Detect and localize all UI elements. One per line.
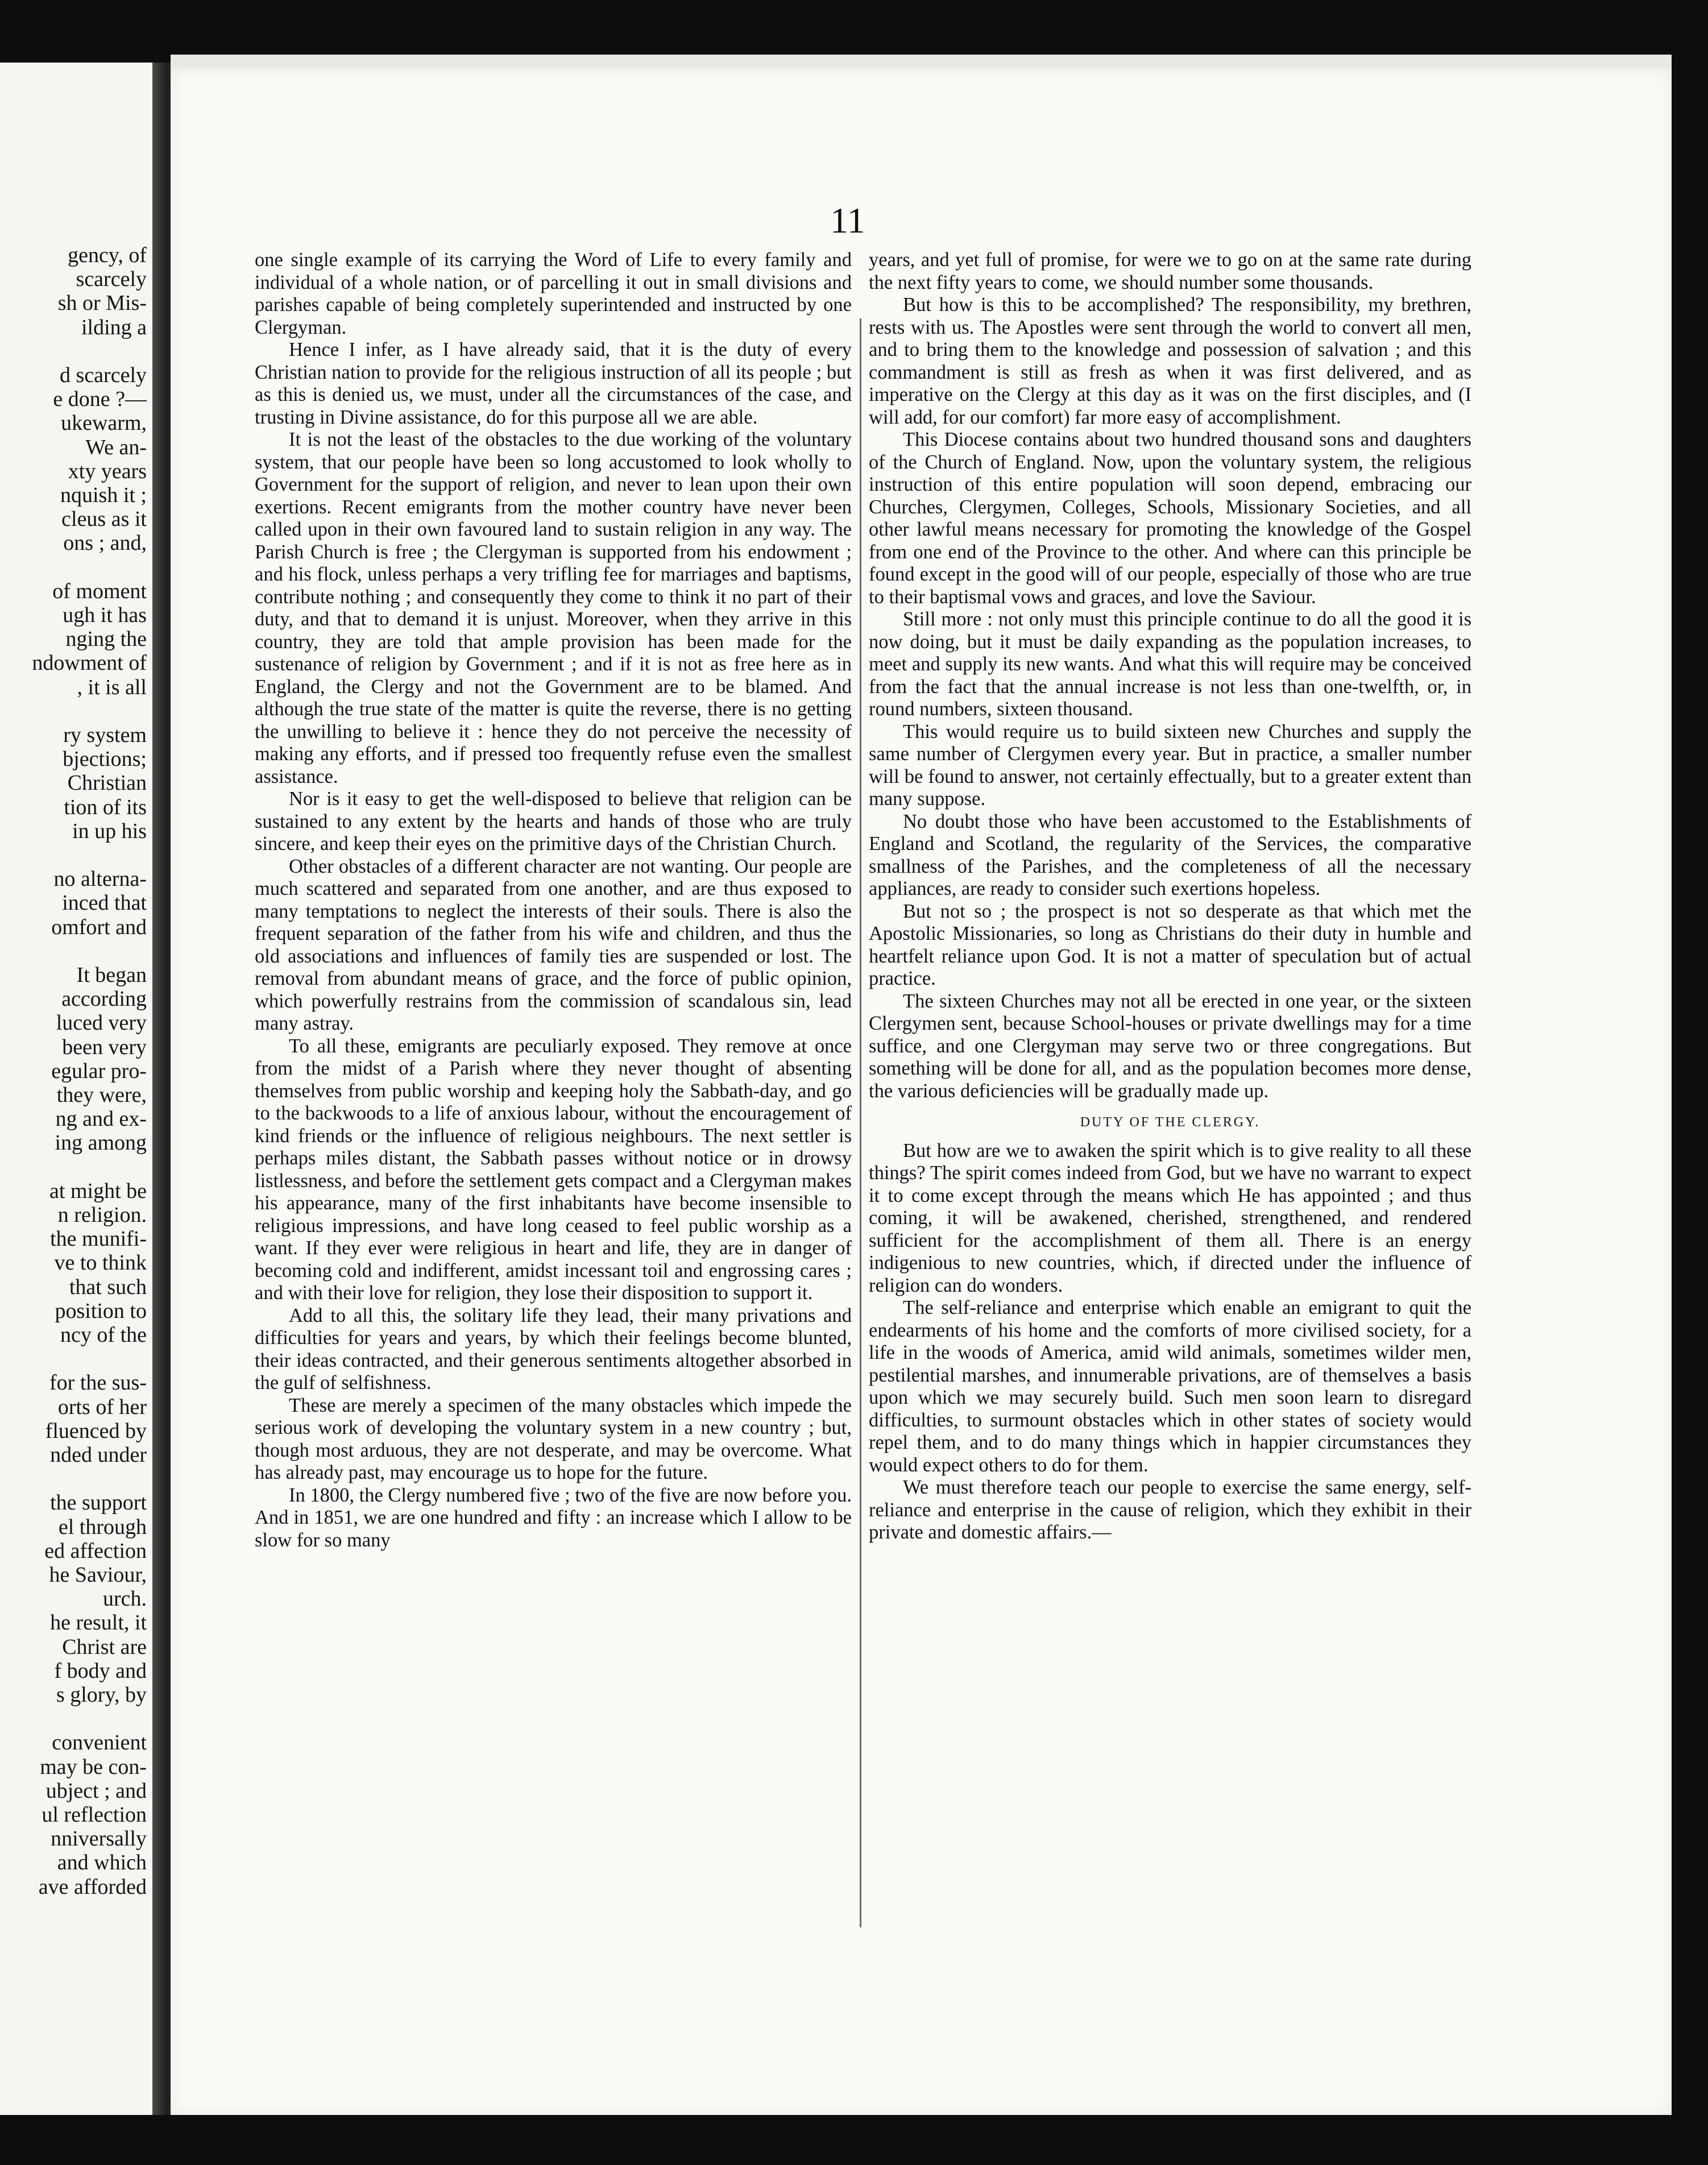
facing-page-text-fragment: convenient — [52, 1731, 147, 1755]
facing-page-text-fragment: ons ; and, — [63, 531, 147, 555]
facing-page-text-fragment: cleus as it — [61, 507, 147, 532]
facing-page-text-fragment: We an- — [85, 435, 147, 459]
facing-page-text-fragment: ul reflection — [42, 1803, 147, 1827]
facing-page-text-fragment: position to — [55, 1299, 147, 1323]
paragraph: years, and yet full of promise, for were we to go on at the same rate during the next fifty years to come, we should number some thousands. — [869, 249, 1471, 293]
facing-page-text-fragment: fluenced by — [45, 1419, 147, 1443]
paragraph: This Diocese contains about two hundred thousand sons and daughters of the Church of England. Now, upon the voluntary system, the religious instruction of this entire population will soon depend, embracing our Churches, Clergymen, Colleges, Schools, Missionary Societies, and all other lawful means necessary for promoting the knowledge of the Gospel from one end of the Province to the other. And where can this principle be found except in the good will of our people, especially of those who are true to their baptismal vows and graces, and love the Saviour. — [869, 429, 1471, 608]
facing-page-text-fragment: scarcely — [76, 267, 147, 292]
facing-page-text-fragment: for the sus- — [49, 1371, 147, 1395]
facing-page-text-fragment: egular pro- — [51, 1059, 147, 1083]
facing-page-text-fragment: ave afforded — [38, 1874, 147, 1899]
document-page — [171, 68, 1672, 2115]
facing-page-text-fragment: ubject ; and — [45, 1778, 147, 1803]
column-divider — [860, 318, 861, 1927]
facing-page-text-fragment: ncy of the — [60, 1323, 147, 1347]
facing-page-text-fragment: he Saviour, — [49, 1563, 147, 1587]
paragraph: We must therefore teach our people to exercise the same energy, self-reliance and enterprise in the cause of religion, which they exhibit in their private and domestic affairs.— — [869, 1476, 1471, 1543]
paragraph: The sixteen Churches may not all be erected in one year, or the sixteen Clergymen sent, because School-houses or private dwellings may for a time suffice, and one Clergyman may serve two or three congregations. But something will be done for all, and as the population becomes more dense, the various deficiencies will be gradually made up. — [869, 990, 1471, 1102]
facing-page-text-fragment: ndowment of — [32, 651, 147, 675]
facing-page-text-fragment: xty years — [68, 459, 147, 483]
facing-page-text-fragment: at might be — [49, 1179, 147, 1203]
paragraph: This would require us to build sixteen new Churches and supply the same number of Clergymen every year. But in practice, a smaller number will be found to answer, not certainly effectually, but to a greater extent than many suppose. — [869, 720, 1471, 810]
facing-page-text-fragment: in up his — [72, 819, 147, 843]
paragraph: In 1800, the Clergy numbered five ; two of the five are now before you. And in 1851, we are one hundred and fifty : an increase which I allow to be slow for so many — [255, 1484, 852, 1551]
page-number: 11 — [830, 200, 865, 240]
facing-page-text-fragment: gency, of — [68, 243, 147, 267]
facing-page-text-fragment: ing among — [55, 1131, 147, 1155]
facing-page-text-fragment: bjections; — [63, 747, 147, 772]
paragraph: But not so ; the prospect is not so desperate as that which met the Apostolic Missionaries, so long as Christians do their duty in humble and heartfelt reliance upon God. It is not a matter of speculation but of actual practice. — [869, 900, 1471, 989]
facing-page-text-fragment: ugh it has — [63, 603, 147, 627]
facing-page-text-fragment: they were, — [56, 1083, 147, 1107]
paragraph: Nor is it easy to get the well-disposed to believe that religion can be sustained to any extent by the hearts and hands of those who are truly sincere, and keep their eyes on the primitive days of the Christian Church. — [255, 788, 852, 855]
paragraph: But how is this to be accomplished? The responsibility, my brethren, rests with us. The Apostles were sent through the world to convert all men, and to bring them to the knowledge and possession of salvation ; and this commandment is still as fresh as when it was first delivered, and as imperative on the Clergy at this day as it was on the first disciples, and (I will add, for our comfort) far more easy of accomplishment. — [869, 294, 1471, 428]
facing-page-edge — [0, 63, 152, 2115]
facing-page-text-fragment: and which — [57, 1851, 147, 1875]
facing-page-text-fragment: the munifi- — [50, 1227, 147, 1251]
facing-page-text-fragment: nging the — [65, 627, 147, 652]
facing-page-text-fragment: nded under — [50, 1443, 147, 1467]
paragraph: These are merely a specimen of the many obstacles which impede the serious work of developing the voluntary system in a new country ; but, though most arduous, they are not desperate, and may be overcome. What has already past, may encourage us to hope for the future. — [255, 1394, 852, 1483]
facing-page-text-fragment: he result, it — [50, 1611, 147, 1635]
paragraph: one single example of its carrying the Word of Life to every family and individual of a whole nation, or of parcelling it out in small divisions and parishes capable of being completely superintended and instructed by one Clergyman. — [255, 249, 852, 338]
left-text-column — [255, 249, 852, 1552]
facing-page-text-fragment: ilding a — [81, 315, 147, 339]
facing-page-text-fragment: , it is all — [77, 675, 147, 699]
paragraph: Hence I infer, as I have already said, that it is the duty of every Christian nation to provide for the religious instruction of all its people ; but as this is denied us, we must, under all the circumstances of the case, and trusting in Divine assistance, do for this purpose all we are able. — [255, 339, 852, 428]
facing-page-text-fragment: ry system — [63, 723, 147, 747]
facing-page-text-fragment: of moment — [52, 579, 147, 603]
section-heading: DUTY OF THE CLERGY. — [1080, 1115, 1261, 1130]
facing-page-text-fragment: nquish it ; — [60, 483, 147, 507]
facing-page-text-fragment: d scarcely — [60, 363, 147, 387]
facing-page-text-fragment: It began — [76, 963, 147, 987]
paragraph: Add to all this, the solitary life they lead, their many privations and difficulties for years and years, by which their feelings become blunted, their ideas contracted, and their generous sentiments altogether absorbed in the gulf of selfishness. — [255, 1304, 852, 1393]
facing-page-text-fragment: that such — [69, 1275, 147, 1299]
facing-page-text-fragment: may be con- — [40, 1755, 147, 1779]
facing-page-text-fragment: el through — [58, 1515, 147, 1539]
paragraph: It is not the least of the obstacles to the due working of the voluntary system, that our people have been so long accustomed to look wholly to Government for the support of religion, and never to lean upon their own exertions. Recent emigrants from the mother country have never been called upon in their own favoured land to sustain religion in any way. The Parish Church is free ; the Clergyman is supported from his endowment ; and his flock, unless perhaps a very trifling fee for marriages and baptisms, contribute nothing ; and consequently they come to think it no part of their duty, and that to demand it is unjust. Moreover, when they arrive in this country, they are told that ample provision has been made for the sustenance of religion by Government ; and if it is not as free here as in England, the Clergy and not the Government are to be blamed. And although the true state of the matter is quite the reverse, there is no getting the unwilling to believe it : hence they do not perceive the necessity of making any efforts, and if pressed too frequently refuse even the smallest assistance. — [255, 429, 852, 787]
paragraph: Still more : not only must this principle continue to do all the good it is now doing, but it must be daily expanding as the population increases, to meet and supply its new wants. And what this will require may be conceived from the fact that the annual increase is not less than one-twelfth, or, in round numbers, sixteen thousand. — [869, 608, 1471, 720]
facing-page-text-fragment: luced very — [56, 1011, 147, 1035]
paragraph: The self-reliance and enterprise which enable an emigrant to quit the endearments of his home and the comforts of more civilised society, for a life in the woods of America, amid wild animals, sometimes wilder men, pestilential marshes, and innumerable privations, are of themselves a basis upon which we may securely build. Such men soon learn to disregard difficulties, to surmount obstacles which in other states of society would repel them, and to do many things which in happier circumstances they would expect others to do for them. — [869, 1297, 1471, 1476]
facing-page-text-fragment: ng and ex- — [55, 1107, 147, 1131]
facing-page-text-fragment: ed affection — [44, 1538, 147, 1563]
facing-page-text-fragment: Christ are — [62, 1635, 147, 1659]
facing-page-text-fragment: Christian — [67, 771, 147, 795]
paragraph: No doubt those who have been accustomed to the Establishments of England and Scotland, the regularity of the Services, the comparative smallness of the Parishes, and the completeness of all the necessary appliances, are ready to consider such exertions hopeless. — [869, 810, 1471, 899]
facing-page-text-fragment: no alterna- — [53, 867, 147, 891]
facing-page-text-fragment: f body and — [54, 1658, 147, 1683]
facing-page-text-fragment: e done ?— — [53, 387, 147, 412]
facing-page-text-fragment: sh or Mis- — [57, 291, 147, 316]
facing-page-text-fragment: orts of her — [57, 1395, 147, 1419]
paragraph: Other obstacles of a different character are not wanting. Our people are much scattered and separated from one another, and are thus exposed to many temptations to neglect the interests of their souls. There is also the frequent separation of the father from his wife and children, and thus the old associations and influences of family ties are suspended or lost. The removal from abundant means of grace, and the force of public opinion, which powerfully restrains from the commission of scandalous sin, lead many astray. — [255, 855, 852, 1034]
facing-page-text-fragment: ve to think — [54, 1251, 147, 1275]
right-text-column — [869, 249, 1471, 1544]
facing-page-text-fragment: urch. — [102, 1587, 147, 1611]
facing-page-text-fragment: the support — [50, 1491, 147, 1515]
facing-page-text-fragment: omfort and — [51, 915, 147, 939]
facing-page-text-fragment: nniversally — [51, 1827, 147, 1851]
facing-page-text-fragment: n religion. — [57, 1203, 147, 1227]
facing-page-text-fragment: inced that — [62, 891, 147, 915]
paragraph: But how are we to awaken the spirit which is to give reality to all these things? The spirit comes indeed from God, but we have no warrant to expect it to come except through the means which He has appointed ; and thus coming, it will be awakened, cherished, strengthened, and rendered sufficient for the accomplishment of them all. There is an energy indigenious to new countries, which, if directed under the influence of religion can do wonders. — [869, 1139, 1471, 1296]
facing-page-text-fragment: s glory, by — [56, 1683, 147, 1707]
facing-page-text-fragment: according — [61, 987, 147, 1011]
paragraph: To all these, emigrants are peculiarly exposed. They remove at once from the midst of a Parish where they never thought of absenting themselves from public worship and keeping holy the Sabbath-day, and go to the backwoods to a life of anxious labour, without the encouragement of kind friends or the influence of religious neighbours. The next settler is perhaps miles distant, the Sabbath passes without notice or in drowsy listlessness, and before the settlement gets compact and a Clergyman makes his appearance, many of the first inhabitants have become insensible to religious impressions, and have long ceased to feel public worship as a want. If they ever were religious in heart and life, they are in danger of becoming cold and indifferent, amidst incessant toil and engrossing cares ; and with their love for religion, they lose their disposition to support it. — [255, 1035, 852, 1304]
facing-page-text-fragment: been very — [62, 1035, 147, 1059]
facing-page-text-fragment: ukewarm, — [61, 411, 147, 436]
facing-page-text-fragment: tion of its — [64, 795, 147, 819]
